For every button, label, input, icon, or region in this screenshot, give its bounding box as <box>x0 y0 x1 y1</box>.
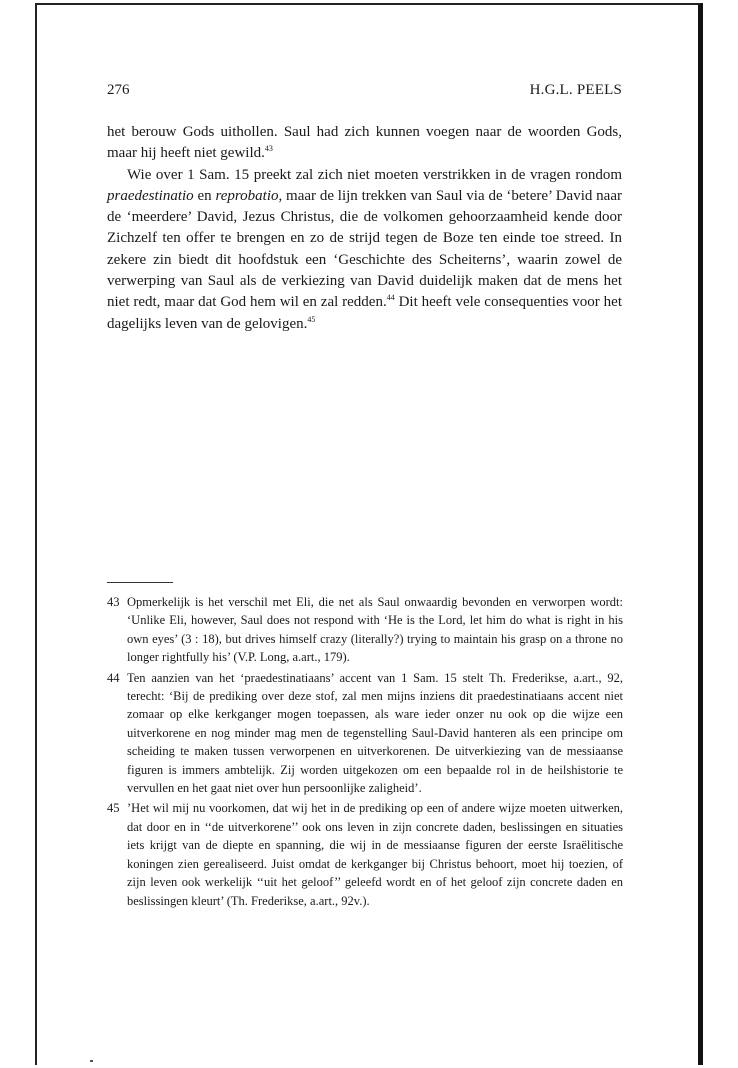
footnote-text: Opmerkelijk is het verschil met Eli, die net als Saul onwaardig bevonden en verworpen wordt: ‘Unlike Eli, however, Saul does not respond with ‘He is the Lord, let him do what is right in his own eyes’ (3 : 18), but drives himself crazy (literally?) trying to maintain his grasp on a throne no longer rightfully his’ (V.P. Long, a.art., 179). <box>127 595 623 665</box>
footnote-number: 43 <box>107 595 120 609</box>
footnote-text: ’Het wil mij nu voorkomen, dat wij het in de prediking op een of andere wijze moeten uitwerken, dat door en in ‘‘de uitverkorene’’ ook ons leven in zijn concrete daden, beslissingen en situaties iets krijgt van de diepte en spanning, die wij in de messiaanse figuren der eerste Israëlitische koningen zien gerealiseerd. Juist omdat de kerkganger bij Christus behoort, moet hij toezien, of zijn leven ook werkelijk ‘‘uit het geloof’’ geleefd wordt en of het geloof zijn concrete daden en beslissingen kleurt’ (Th. Frederikse, a.art., 92v.). <box>127 801 623 908</box>
paragraph-1-text: het berouw Gods uithollen. Saul had zich kunnen voegen naar de woorden Gods, maar hij heeft niet gewild. <box>107 124 622 162</box>
paragraph-2 <box>107 165 622 335</box>
paragraph-2-text-c: , maar de lijn trekken van Saul via de ‘betere’ David naar de ‘meerdere’ David, Jezus Christus, die de volkomen gehoorzaamheid kende door Zichzelf ten offer te brengen en zo de strijd tegen de Boze ten einde toe streed. In zekere zin biedt dit hoofdstuk een ‘Geschichte des Scheiterns’, waarin zowel de verwerping van Saul als de verkiezing van David duidelijk maken dat de mens het niet redt, maar dat God hem wil en zal redden. <box>107 187 622 311</box>
paragraph-2-text-b: en <box>193 187 216 204</box>
footnote-ref-44: 44 <box>386 293 395 303</box>
scan-edge-mark <box>90 1060 93 1062</box>
footnotes <box>107 593 623 912</box>
footnote-divider <box>107 582 173 583</box>
page-number: 276 <box>107 82 130 98</box>
term-praedestinatio: praedestinatio <box>107 187 194 204</box>
paragraph-2-text-a: Wie over 1 Sam. 15 preekt zal zich niet moeten verstrikken in de vragen rondom <box>127 166 622 183</box>
paragraph-1 <box>107 122 622 165</box>
footnote-ref-45: 45 <box>307 314 316 324</box>
footnote-44 <box>107 669 623 798</box>
footnote-43 <box>107 593 623 667</box>
paragraph-2-text-d: Dit heeft vele consequenties voor het dagelijks leven van de gelovigen. <box>107 294 622 332</box>
footnote-text: Ten aanzien van het ‘praedestinatiaans’ accent van 1 Sam. 15 stelt Th. Frederikse, a.art., 92, terecht: ‘Bij de prediking over deze stof, zal men mijns inziens dit praedestinatiaans accent niet zomaar op elke kerkganger mogen toepassen, als ware ieder onzer nu ook op die wijze een uitverkorene en nog minder mag men de tegenstelling Saul-David hanteren als een principe om scheiding te maken tussen verworpenen en uitverkorenen. De uitverkiezing van de messiaanse figuren is immers ambtelijk. Zij worden uitgekozen om een bepaalde rol in de heilshistorie te vervullen en het gaat niet over hun persoonlijke zaligheid’. <box>127 670 623 796</box>
footnote-number: 44 <box>107 670 120 685</box>
footnote-number: 45 <box>107 801 120 816</box>
author-running-head: H.G.L. PEELS <box>529 82 622 98</box>
term-reprobatio: reprobatio <box>215 187 279 204</box>
footnote-45 <box>107 799 623 909</box>
footnote-ref-43: 43 <box>264 144 273 154</box>
body-text <box>107 122 622 335</box>
